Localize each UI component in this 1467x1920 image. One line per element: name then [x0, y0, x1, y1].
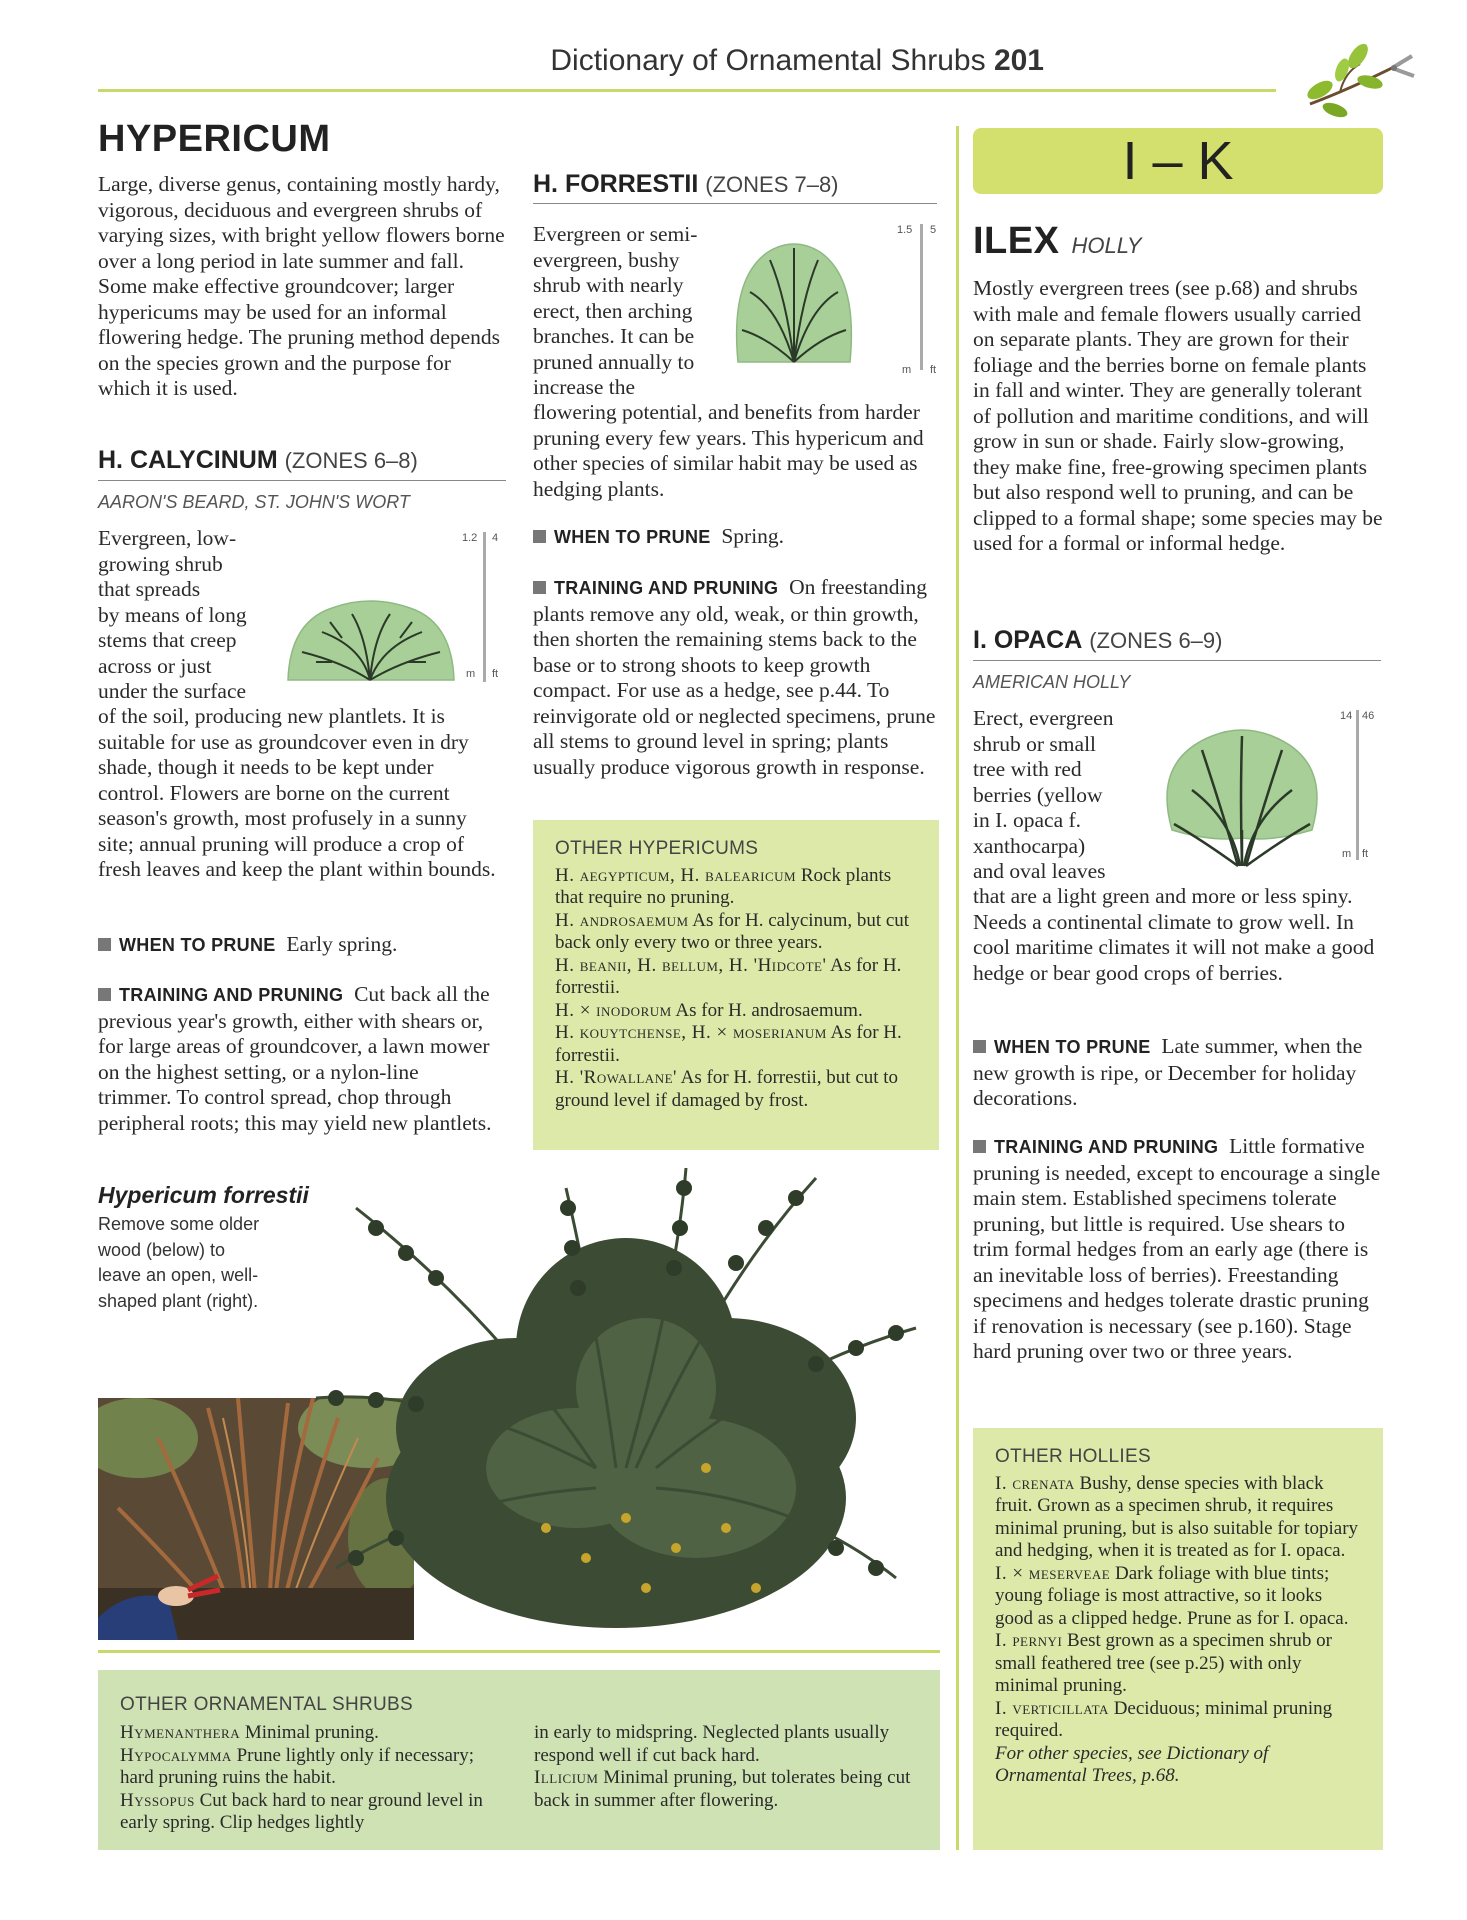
forrestii-desc-line: evergreen, bushy	[533, 247, 680, 272]
forrestii-desc-rest: flowering potential, and benefits from harder pruning every few years. This hypericum and other species of similar habit may be used as hedging plants.	[533, 400, 924, 501]
other-hypericum-entry	[555, 865, 917, 910]
other-hypericum-entry	[555, 1022, 917, 1067]
other-hypericum-entry-name: H. beanii, H. bellum, H. 'Hidcote'	[555, 954, 827, 976]
calycinum-training-text: Cut back all the previous year's growth, either with shears or, for large areas of groundcover, a lawn mower on the highest setting, or a nylon-line trimmer. To control spread, chop through peripheral roots; this may yield new plantlets.	[98, 982, 492, 1135]
other-holly-entry	[995, 1698, 1361, 1743]
forrestii-unit-m: m	[902, 364, 912, 376]
calycinum-desc-line: stems that creep	[98, 628, 237, 652]
calycinum-desc-wrap	[98, 526, 273, 705]
other-holly-entry-name: I. crenata	[995, 1472, 1075, 1494]
bullet-square-icon	[533, 530, 546, 543]
forrestii-scale-bar	[920, 224, 923, 370]
other-hypericums-list	[555, 865, 917, 1113]
calycinum-desc-line: growing shrub	[98, 551, 223, 576]
ilex-heading	[973, 220, 1142, 263]
other-ornamental-entry	[120, 1745, 500, 1790]
hypericum-forrestii-photo	[296, 1168, 936, 1638]
hypericum-intro: Large, diverse genus, containing mostly hardy, vigorous, deciduous and evergreen shrubs of varying sizes, with bright yellow flowers borne over a long period in late summer and fall. Some make effective groundcover; larger hypericums may be used for an informal flowering hedge. The pruning method depends on the species grown and the purpose for which it is used.	[98, 172, 505, 400]
ilex-intro: Mostly evergreen trees (see p.68) and shrubs with male and female flowers usually carried on separate plants. They are grown for their foliage and the berries borne on female plants in fall and winter. They are generally tolerant of pollution and maritime conditions, and will grow in sun or shade. Fairly slow-growing, they make fine, free-growing specimen plants but also respond well to pruning, and can be clipped to a formal shape; some species may be used for a formal or informal hedge.	[973, 276, 1383, 555]
other-holly-entry-text: Best grown as a specimen shrub or small feathered tree (see p.25) with only minimal pruning.	[995, 1630, 1332, 1696]
opaca-unit-ft: ft	[1362, 848, 1369, 860]
other-holly-entry	[995, 1563, 1361, 1631]
opaca-scale-ft: 46	[1362, 710, 1375, 722]
other-hypericum-entry	[555, 1000, 917, 1023]
other-hollies-box	[973, 1428, 1383, 1850]
opaca-desc-line: in I. opaca f.	[973, 808, 1082, 832]
opaca-when-text: Late summer, when the new growth is ripe, or December for holiday decorations.	[973, 1034, 1363, 1110]
calycinum-desc-line: that spreads	[98, 577, 201, 601]
other-ornamental-entry-name: Hyssopus	[120, 1789, 195, 1811]
calycinum-when	[98, 932, 508, 959]
opaca-scale-m: 14	[1340, 710, 1353, 722]
opaca-desc-line: shrub or small	[973, 731, 1097, 756]
other-ornamental-entry	[120, 1722, 500, 1745]
bullet-square-icon	[98, 988, 111, 1001]
pruning-sprig-icon	[1300, 34, 1420, 126]
calycinum-desc-line: across or just	[98, 653, 212, 678]
calycinum-desc-line: by means of long	[98, 602, 247, 627]
forrestii-training-text: On freestanding plants remove any old, weak, or thin growth, then shorten the remaining stems back to the base or to strong shoots to keep growth compact. For use as a hedge, see p.44. To reinvigorate old or neglected specimens, prune all stems to ground level in spring; plants usually produce vigorous growth in response.	[533, 575, 936, 779]
forrestii-scale-ft: 5	[930, 224, 937, 236]
other-hypericum-entry-name: H. aegypticum, H. balearicum	[555, 864, 797, 886]
other-holly-entry-name: I. × meserveae	[995, 1562, 1111, 1584]
other-holly-entry-text: Dark foliage with blue tints; young foliage is most attractive, so it looks good as a clipped hedge. Prune as for I. opaca.	[995, 1562, 1349, 1629]
other-hypericum-entry-text: As for H. forrestii, but cut to ground level if damaged by frost.	[555, 1067, 899, 1111]
calycinum-zones: (ZONES 6–8)	[284, 448, 418, 473]
opaca-scale-bar	[1356, 710, 1359, 860]
calycinum-rule	[98, 480, 506, 481]
other-hollies-title: OTHER HOLLIES	[995, 1446, 1151, 1467]
other-holly-entry	[995, 1473, 1361, 1563]
header-rule	[98, 89, 1276, 92]
forrestii-when-text: Spring.	[721, 524, 785, 548]
page-number: 201	[993, 44, 1044, 77]
forrestii-when	[533, 524, 937, 551]
other-ornamental-col2	[534, 1722, 918, 1812]
opaca-desc-line: tree with red	[973, 757, 1082, 781]
opaca-rule	[973, 660, 1381, 661]
calycinum-training-label: TRAINING AND PRUNING	[119, 985, 344, 1005]
opaca-when-label: WHEN TO PRUNE	[994, 1037, 1151, 1057]
other-holly-entry	[995, 1630, 1361, 1698]
bullet-square-icon	[98, 938, 111, 951]
forrestii-desc-line: Evergreen or semi-	[533, 222, 698, 246]
forrestii-zones: (ZONES 7–8)	[705, 172, 839, 197]
calycinum-when-text: Early spring.	[286, 932, 398, 956]
opaca-desc-wrap	[973, 706, 1153, 885]
calycinum-scale-bar	[483, 532, 486, 682]
other-hypericums-box	[533, 820, 939, 1150]
opaca-desc-line: xanthocarpa)	[973, 833, 1086, 858]
column-divider	[956, 126, 959, 1850]
other-hollies-footer: For other species, see Dictionary of Ornamental Trees, p.68.	[995, 1742, 1269, 1786]
other-hypericum-entry-name: H. 'Rowallane'	[555, 1067, 677, 1088]
other-ornamental-entry-name: Hymenanthera	[120, 1722, 241, 1743]
bullet-square-icon	[973, 1040, 986, 1053]
calycinum-desc-line: Evergreen, low-	[98, 526, 237, 550]
other-holly-entry-text: Deciduous; minimal pruning required.	[995, 1697, 1333, 1741]
forrestii-shrub-illustration	[728, 238, 860, 368]
ik-banner-text: I – K	[1122, 131, 1234, 191]
other-hypericum-entry-text: As for H. calycinum, but cut back only every two or three years.	[555, 909, 910, 953]
photo-caption-title: Hypericum forrestii	[98, 1182, 309, 1208]
opaca-common-name: AMERICAN HOLLY	[973, 672, 1131, 692]
other-hypericum-entry-text: As for H. forrestii.	[555, 1022, 902, 1066]
other-ornamental-entry	[534, 1767, 910, 1811]
opaca-shrub-illustration	[1152, 720, 1332, 870]
opaca-zones: (ZONES 6–9)	[1089, 628, 1223, 653]
other-ornamental-entry-text: Cut back hard to near ground level in early spring. Clip hedges lightly	[120, 1789, 483, 1833]
opaca-desc-line: Erect, evergreen	[973, 706, 1114, 730]
forrestii-desc-line: increase the	[533, 375, 636, 399]
hypericum-title: HYPERICUM	[98, 118, 331, 160]
bullet-square-icon	[973, 1140, 986, 1153]
photo-caption-text: Remove some older wood (below) to leave an open, well-shaped plant (right).	[98, 1214, 260, 1311]
ornamental-top-rule	[98, 1650, 940, 1653]
forrestii-unit-ft: ft	[930, 364, 937, 376]
bullet-square-icon	[533, 581, 546, 594]
opaca-training-label: TRAINING AND PRUNING	[994, 1137, 1219, 1157]
other-ornamental-entry-name: Illicium	[534, 1767, 599, 1788]
calycinum-desc-line: under the surface	[98, 679, 247, 703]
forrestii-desc-wrap	[533, 222, 733, 401]
calycinum-training	[98, 982, 496, 1136]
calycinum-unit-ft: ft	[492, 668, 499, 680]
forrestii-scale-m: 1.5	[897, 224, 913, 236]
forrestii-desc-line: shrub with nearly	[533, 273, 684, 297]
calycinum-unit-m: m	[466, 668, 476, 680]
other-hypericum-entry-text: Rock plants that require no pruning.	[555, 864, 892, 908]
ik-banner	[973, 128, 1383, 194]
opaca-desc-line: and oval leaves	[973, 859, 1106, 883]
opaca-name: I. OPACA	[973, 626, 1083, 654]
calycinum-desc-rest: of the soil, producing new plantlets. It is suitable for use as groundcover even in dry shade, though it needs to be kept under control. Flowers are borne on the current season's growth, most profusely in a sunny site; annual pruning will produce a crop of fresh leaves and keep the plant within bounds.	[98, 704, 496, 881]
other-hypericum-entry-name: H. kouytchense, H. × moserianum	[555, 1022, 827, 1043]
opaca-when	[973, 1034, 1383, 1112]
other-ornamental-entry-text: Minimal pruning.	[240, 1722, 379, 1743]
other-ornamental-entry-text: Minimal pruning, but tolerates being cut back in summer after flowering.	[534, 1767, 911, 1811]
other-holly-entry-name: I. verticillata	[995, 1697, 1109, 1719]
calycinum-name: H. CALYCINUM	[98, 446, 278, 474]
other-ornamental-entry-name: Hypocalymma	[120, 1744, 232, 1766]
other-hypericum-entry	[555, 910, 917, 955]
forrestii-when-label: WHEN TO PRUNE	[554, 527, 711, 547]
other-hypericum-entry-name: H. androsaemum	[555, 909, 689, 931]
opaca-heading	[973, 626, 1222, 655]
running-title: Dictionary of Ornamental Shrubs	[550, 44, 986, 77]
other-hypericum-entry-text: As for H. forrestii.	[555, 954, 902, 998]
other-holly-entry-text: Bushy, dense species with black fruit. Grown as a specimen shrub, it requires minimal pruning, but is also suitable for topiary and hedging, when it is treated as for I. opaca.	[995, 1472, 1359, 1561]
other-ornamental-entry	[120, 1790, 500, 1835]
forrestii-heading	[533, 170, 839, 199]
calycinum-scale-m: 1.2	[462, 532, 478, 544]
ilex-common-name: HOLLY	[1071, 233, 1142, 258]
opaca-desc-rest: that are a light green and more or less spiny. Needs a continental climate to grow well. In cool maritime climates it will not make a good hedge or bear good crops of berries.	[973, 884, 1375, 985]
opaca-training	[973, 1134, 1385, 1365]
opaca-unit-m: m	[1342, 848, 1352, 860]
forrestii-training	[533, 575, 939, 780]
other-hollies-list	[995, 1473, 1361, 1743]
forrestii-rule	[533, 203, 937, 204]
running-header	[550, 44, 1044, 78]
other-ornamental-col2-list	[534, 1767, 910, 1811]
other-hypericums-title: OTHER HYPERICUMS	[555, 838, 759, 859]
forrestii-desc-line: pruned annually to	[533, 349, 695, 374]
ilex-title: ILEX	[973, 220, 1060, 262]
opaca-desc-line: berries (yellow	[973, 782, 1103, 807]
other-ornamental-col2-lead: in early to midspring. Neglected plants usually respond well if cut back hard.	[534, 1722, 890, 1766]
forrestii-name: H. FORRESTII	[533, 170, 699, 198]
other-holly-entry-name: I. pernyi	[995, 1630, 1063, 1651]
forrestii-training-label: TRAINING AND PRUNING	[554, 578, 779, 598]
calycinum-when-label: WHEN TO PRUNE	[119, 935, 276, 955]
other-hypericum-entry	[555, 1067, 917, 1112]
other-ornamental-entry-text: Prune lightly only if necessary; hard pruning ruins the habit.	[120, 1744, 475, 1788]
calycinum-heading	[98, 446, 418, 475]
other-ornamental-title: OTHER ORNAMENTAL SHRUBS	[120, 1694, 413, 1715]
other-ornamental-col1	[120, 1722, 500, 1835]
opaca-training-text: Little formative pruning is needed, except to encourage a single main stem. Established specimens tolerate pruning, but little is required. Use shears to trim formal hedges from an early age (there is an inevitable loss of berries). Freestanding specimens and hedges tolerate drastic pruning if renovation is necessary (see p.160). Stage hard pruning over two or three years.	[973, 1134, 1381, 1363]
calycinum-shrub-illustration	[282, 592, 458, 684]
other-hypericum-entry-name: H. × inodorum	[555, 999, 672, 1021]
other-ornamental-box	[98, 1670, 940, 1850]
calycinum-scale-ft: 4	[492, 532, 499, 544]
forrestii-desc-line: erect, then arching	[533, 298, 693, 323]
other-hypericum-entry	[555, 955, 917, 1000]
other-hypericum-entry-text: As for H. androsaemum.	[671, 999, 863, 1021]
forrestii-desc-line: branches. It can be	[533, 324, 695, 348]
calycinum-common-name: AARON'S BEARD, ST. JOHN'S WORT	[98, 492, 410, 512]
